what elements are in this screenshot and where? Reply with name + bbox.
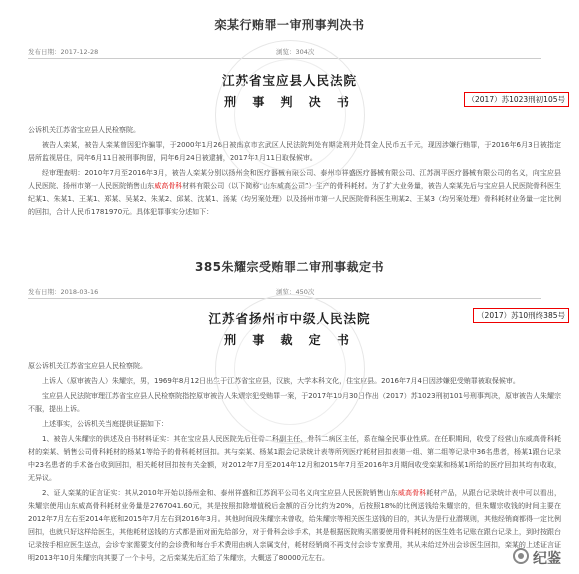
wechat-account-logo — [513, 546, 571, 568]
court-name: 江苏省宝应县人民法院 — [221, 73, 357, 88]
paragraph: 经审理查明：2010年7月至2016年3月，被告人栾某分别以扬州金和医疗器械有限公司、泰州市祥盛医疗器械有限公司、江苏润平医疗器械有限公司的名义，向宝应县人民医院、扬州市第一人民医院销售山东威高骨科材料有限公司（以下简称“山东威高公司”）生产的骨科耗材。为了扩大业务量，被告人栾某先后与宝应县人民医院骨科医生纪某1、朱某1、王某1、郑某、吴某2、朱某2、邱某、沈某1、汤某（均另案处理）以及扬州市第一人民医院骨科医生刑某2、王某3（均另案处理）骨科耗材业务量一定比例的回扣，合计人民币1781970元。具体犯罪事实分述如下： — [28, 169, 562, 216]
paragraph: 被告人栾某，被告人栾某曾因犯诈骗罪，于2000年1月26日被南京市玄武区人民法院判处有期徒刑并处罚金人民币五千元，现因涉嫌行贿罪，于2016年6月3日被指定居所监视居住，同年6月11日被刑事拘留，同年6月24日被逮捕，2017年1月11日取保候审。 — [28, 141, 561, 162]
paragraph: 上述事实，公诉机关当庭提供证据如下： — [42, 420, 168, 428]
case-number: （2017）苏1023刑初105号 — [464, 92, 570, 107]
section-title: 385朱耀宗受贿罪二审刑事裁定书 — [194, 260, 385, 274]
paragraph: 1、被告人朱耀宗的供述及自书材料证实：其在宝应县人民医院先后任骨二科副主任、骨科二病区主任，系在编全民事业性质。在任职期间，收受了经营山东威高骨科耗材的栾某、销售公司骨科耗材的杨某1等给予的骨科耗材回扣。其与栾某、杨某1跟会记录统计表等所列医疗耗材回扣表第一组、第二组等记录中36名患者，杨某1跟台记录中23名患者的手术备台收到回扣，相关耗材回扣按有关金额，对2012年7月至2014年12月和2015年7月至2016年3月期间收受栾某和杨某1所给的医疗回扣其均有收取，无异议。 — [28, 435, 561, 482]
paragraph: 上诉人（原审被告人）朱耀宗，男，1969年8月12日出生于江苏省宝应县，汉族，大学本科文化，住宝应县。2016年7月4日因涉嫌犯受贿罪被取保候审。 — [42, 377, 520, 385]
view-count: 浏览：304次 — [276, 48, 315, 56]
paragraph: 原公诉机关江苏省宝应县人民检察院。 — [28, 362, 147, 370]
highlighted-text: 威高骨科 — [154, 182, 183, 190]
court-emblem-watermark — [215, 294, 365, 444]
paragraph: 公诉机关江苏省宝应县人民检察院。 — [28, 126, 140, 134]
publish-time: 发布日期：2017-12-28 — [28, 48, 99, 56]
logo-text: 纪鉴 — [533, 551, 561, 567]
case-number: （2017）苏10刑终385号 — [473, 308, 569, 323]
document-type: 刑 事 判 决 书 — [224, 95, 355, 109]
judgment-document-1 — [0, 0, 579, 258]
court-name: 江苏省扬州市中级人民法院 — [208, 311, 371, 326]
publish-time: 发布日期：2018-03-16 — [28, 288, 99, 296]
court-emblem-watermark — [215, 40, 365, 190]
highlighted-text: 威高骨科 — [397, 489, 427, 497]
section-title: 栾某行贿罪一审刑事判决书 — [214, 18, 365, 32]
judgment-document-2 — [0, 258, 579, 574]
view-count: 浏览：450次 — [276, 288, 315, 296]
wechat-icon — [513, 548, 529, 564]
paragraph: 宝应县人民法院审理江苏省宝应县人民检察院指控原审被告人朱耀宗犯受贿罪一案，于2017年10月30日作出（2017）苏1023刑初101号刑事判决，原审被告人朱耀宗不服，提出上诉。 — [28, 392, 561, 413]
document-type: 刑 事 裁 定 书 — [224, 333, 355, 347]
paragraph: 2、证人栾某的证言证实：其从2010年开始以扬州金和、泰州祥盛和江苏润平公司名义向宝应县人民医院销售山东威高骨科耗材产品，从跟台记录统计表中可以看出，朱耀宗使用山东威高骨科耗材业务量是2767041.60元，其是按照扣除增值税后金额的百分比约为20%，后按照18%的比例送钱给朱耀宗的，但朱耀宗收钱的时间主要在2012年7月左右至2014年底和2015年7月左右到2016年3月。其他时间段朱耀宗未曾收，给朱耀宗等相关医生送钱的目的，其认为是行业潜规则，其他经销商都得一定比例回扣，也就只好这样给医生，其他耗材送钱的方式都是面对面先给部分，对于骨科会诊手术，其是根据医院购买需要使用骨科耗材的医生姓名记账在跟台记录上，到时按跟台记录按手相应医生送点，会诊专家需要支付的会诊费和每台手术费用由病人亲属支付，耗材经销商不再支付会诊专家费用，其从未给过外出会诊医生回扣，栾某的上述证言证明2013年10月朱耀宗向其要了一个卡号，之后栾某先后汇给了朱耀宗，大概送了80000元左右。 — [28, 489, 562, 562]
